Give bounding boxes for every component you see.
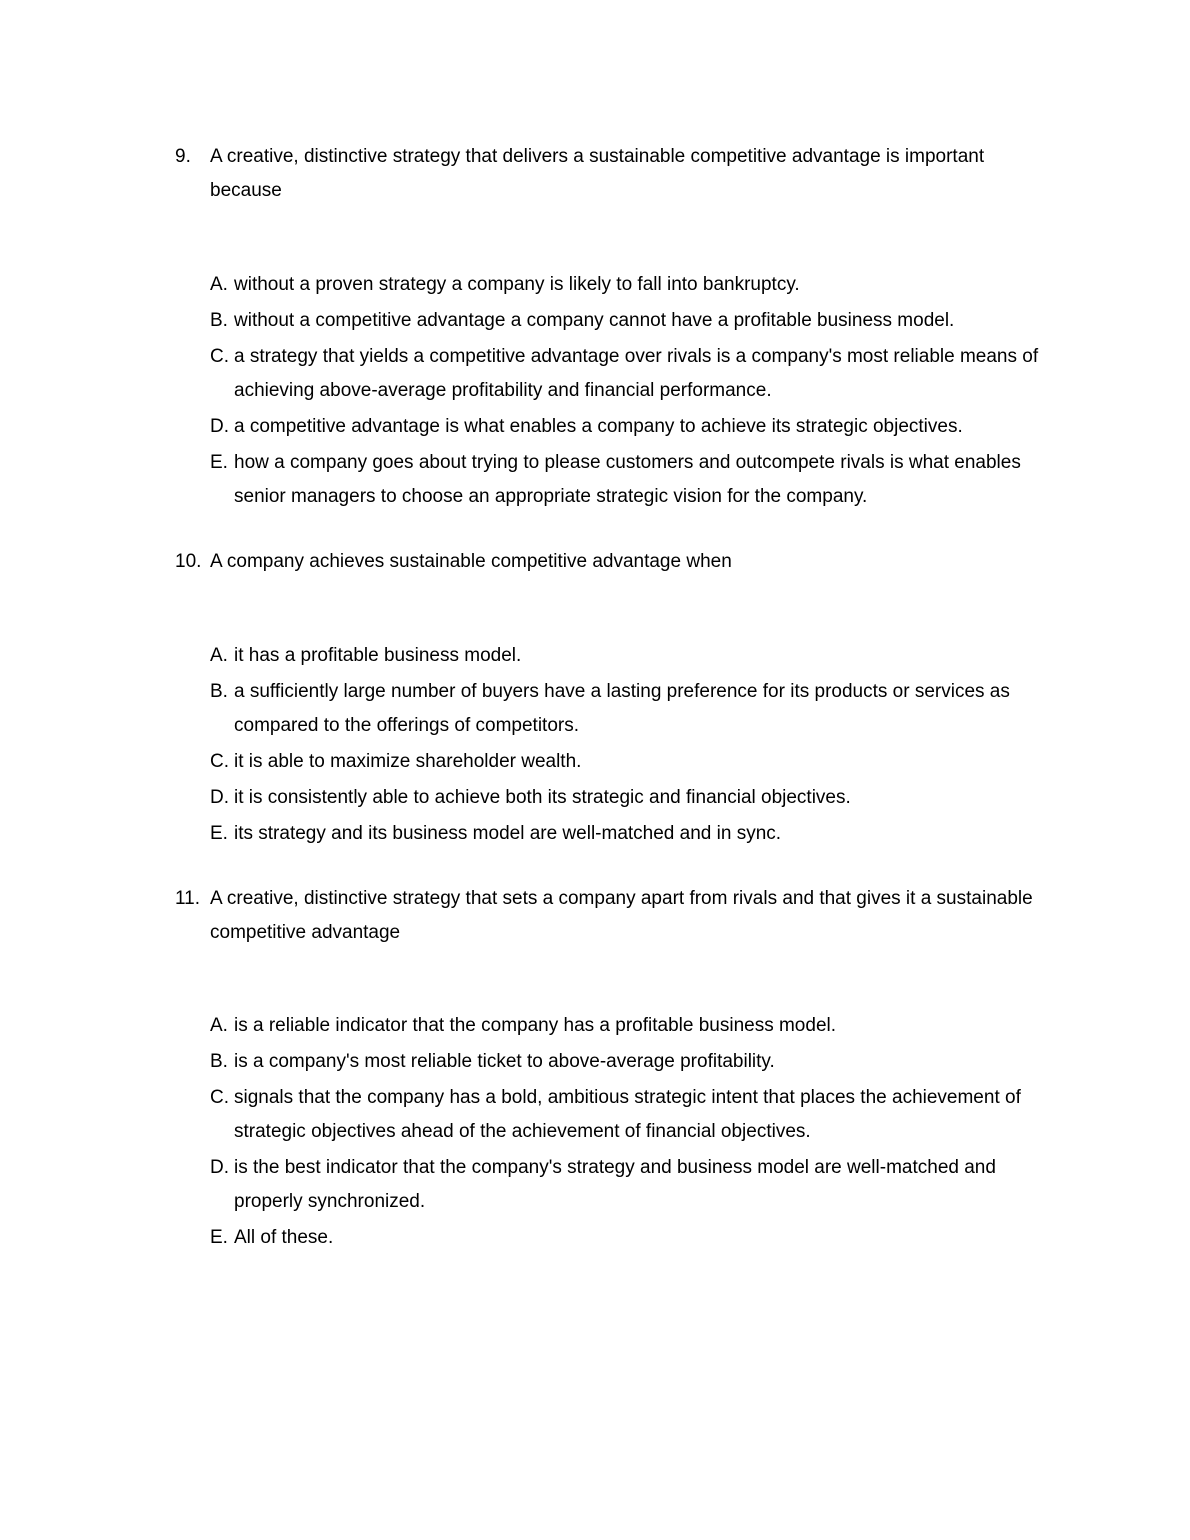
option-text: it is consistently able to achieve both its strategic and financial objectives.	[234, 787, 851, 808]
option-text: how a company goes about trying to please customers and outcompete rivals is what enables senior managers to choose an appropriate strategic vision for the company.	[234, 452, 1021, 507]
option-letter: C.	[210, 751, 229, 772]
answer-option	[210, 1045, 1050, 1079]
option-text: its strategy and its business model are well-matched and in sync.	[234, 823, 782, 844]
option-text: is a company's most reliable ticket to above-average profitability.	[234, 1051, 775, 1072]
option-letter: D.	[210, 787, 229, 808]
answer-option	[210, 410, 1050, 444]
question-number: 11.	[175, 888, 201, 909]
question-stem: A creative, distinctive strategy that sets a company apart from rivals and that gives it a sustainable competitive advantage	[210, 888, 1033, 943]
option-text: a competitive advantage is what enables a company to achieve its strategic objectives.	[234, 416, 963, 437]
question-stem: A company achieves sustainable competitive advantage when	[210, 551, 732, 572]
option-letter: C.	[210, 346, 229, 367]
answer-option	[210, 639, 1050, 673]
option-letter: A.	[210, 645, 228, 666]
option-letter: D.	[210, 416, 229, 437]
option-text: without a competitive advantage a company cannot have a profitable business model.	[234, 310, 955, 331]
answer-option	[210, 340, 1050, 408]
option-letter: B.	[210, 681, 228, 702]
option-letter: B.	[210, 1051, 228, 1072]
option-letter: A.	[210, 1015, 228, 1036]
answer-option	[210, 745, 1050, 779]
option-text: is the best indicator that the company's strategy and business model are well-matched and properly synchronized.	[234, 1157, 996, 1212]
option-letter: E.	[210, 452, 228, 473]
option-letter: E.	[210, 823, 228, 844]
answer-options	[210, 268, 1050, 516]
answer-option	[210, 781, 1050, 815]
option-text: it has a profitable business model.	[234, 645, 522, 666]
option-text: is a reliable indicator that the company has a profitable business model.	[234, 1015, 837, 1036]
answer-option	[210, 1009, 1050, 1043]
answer-option	[210, 268, 1050, 302]
option-text: without a proven strategy a company is likely to fall into bankruptcy.	[234, 274, 800, 295]
answer-options	[210, 1009, 1050, 1257]
question-number: 9.	[175, 146, 191, 167]
option-text: it is able to maximize shareholder wealth.	[234, 751, 582, 772]
option-letter: A.	[210, 274, 228, 295]
answer-option	[210, 1151, 1050, 1219]
answer-option	[210, 304, 1050, 338]
answer-option	[210, 1081, 1050, 1149]
question-stem: A creative, distinctive strategy that delivers a sustainable competitive advantage is important because	[210, 146, 985, 201]
option-text: signals that the company has a bold, ambitious strategic intent that places the achievement of strategic objectives ahead of the achievement of financial objectives.	[234, 1087, 1021, 1142]
option-letter: B.	[210, 310, 228, 331]
answer-options	[210, 639, 1050, 853]
option-text: a strategy that yields a competitive advantage over rivals is a company's most reliable means of achieving above-average profitability and financial performance.	[234, 346, 1039, 401]
answer-option	[210, 675, 1050, 743]
question-number: 10.	[175, 551, 202, 572]
answer-option	[210, 1221, 1050, 1255]
option-text: All of these.	[234, 1227, 334, 1248]
option-letter: C.	[210, 1087, 229, 1108]
option-letter: E.	[210, 1227, 228, 1248]
option-letter: D.	[210, 1157, 229, 1178]
answer-option	[210, 446, 1050, 514]
option-text: a sufficiently large number of buyers have a lasting preference for its products or services as compared to the offerings of competitors.	[234, 681, 1010, 736]
answer-option	[210, 817, 1050, 851]
